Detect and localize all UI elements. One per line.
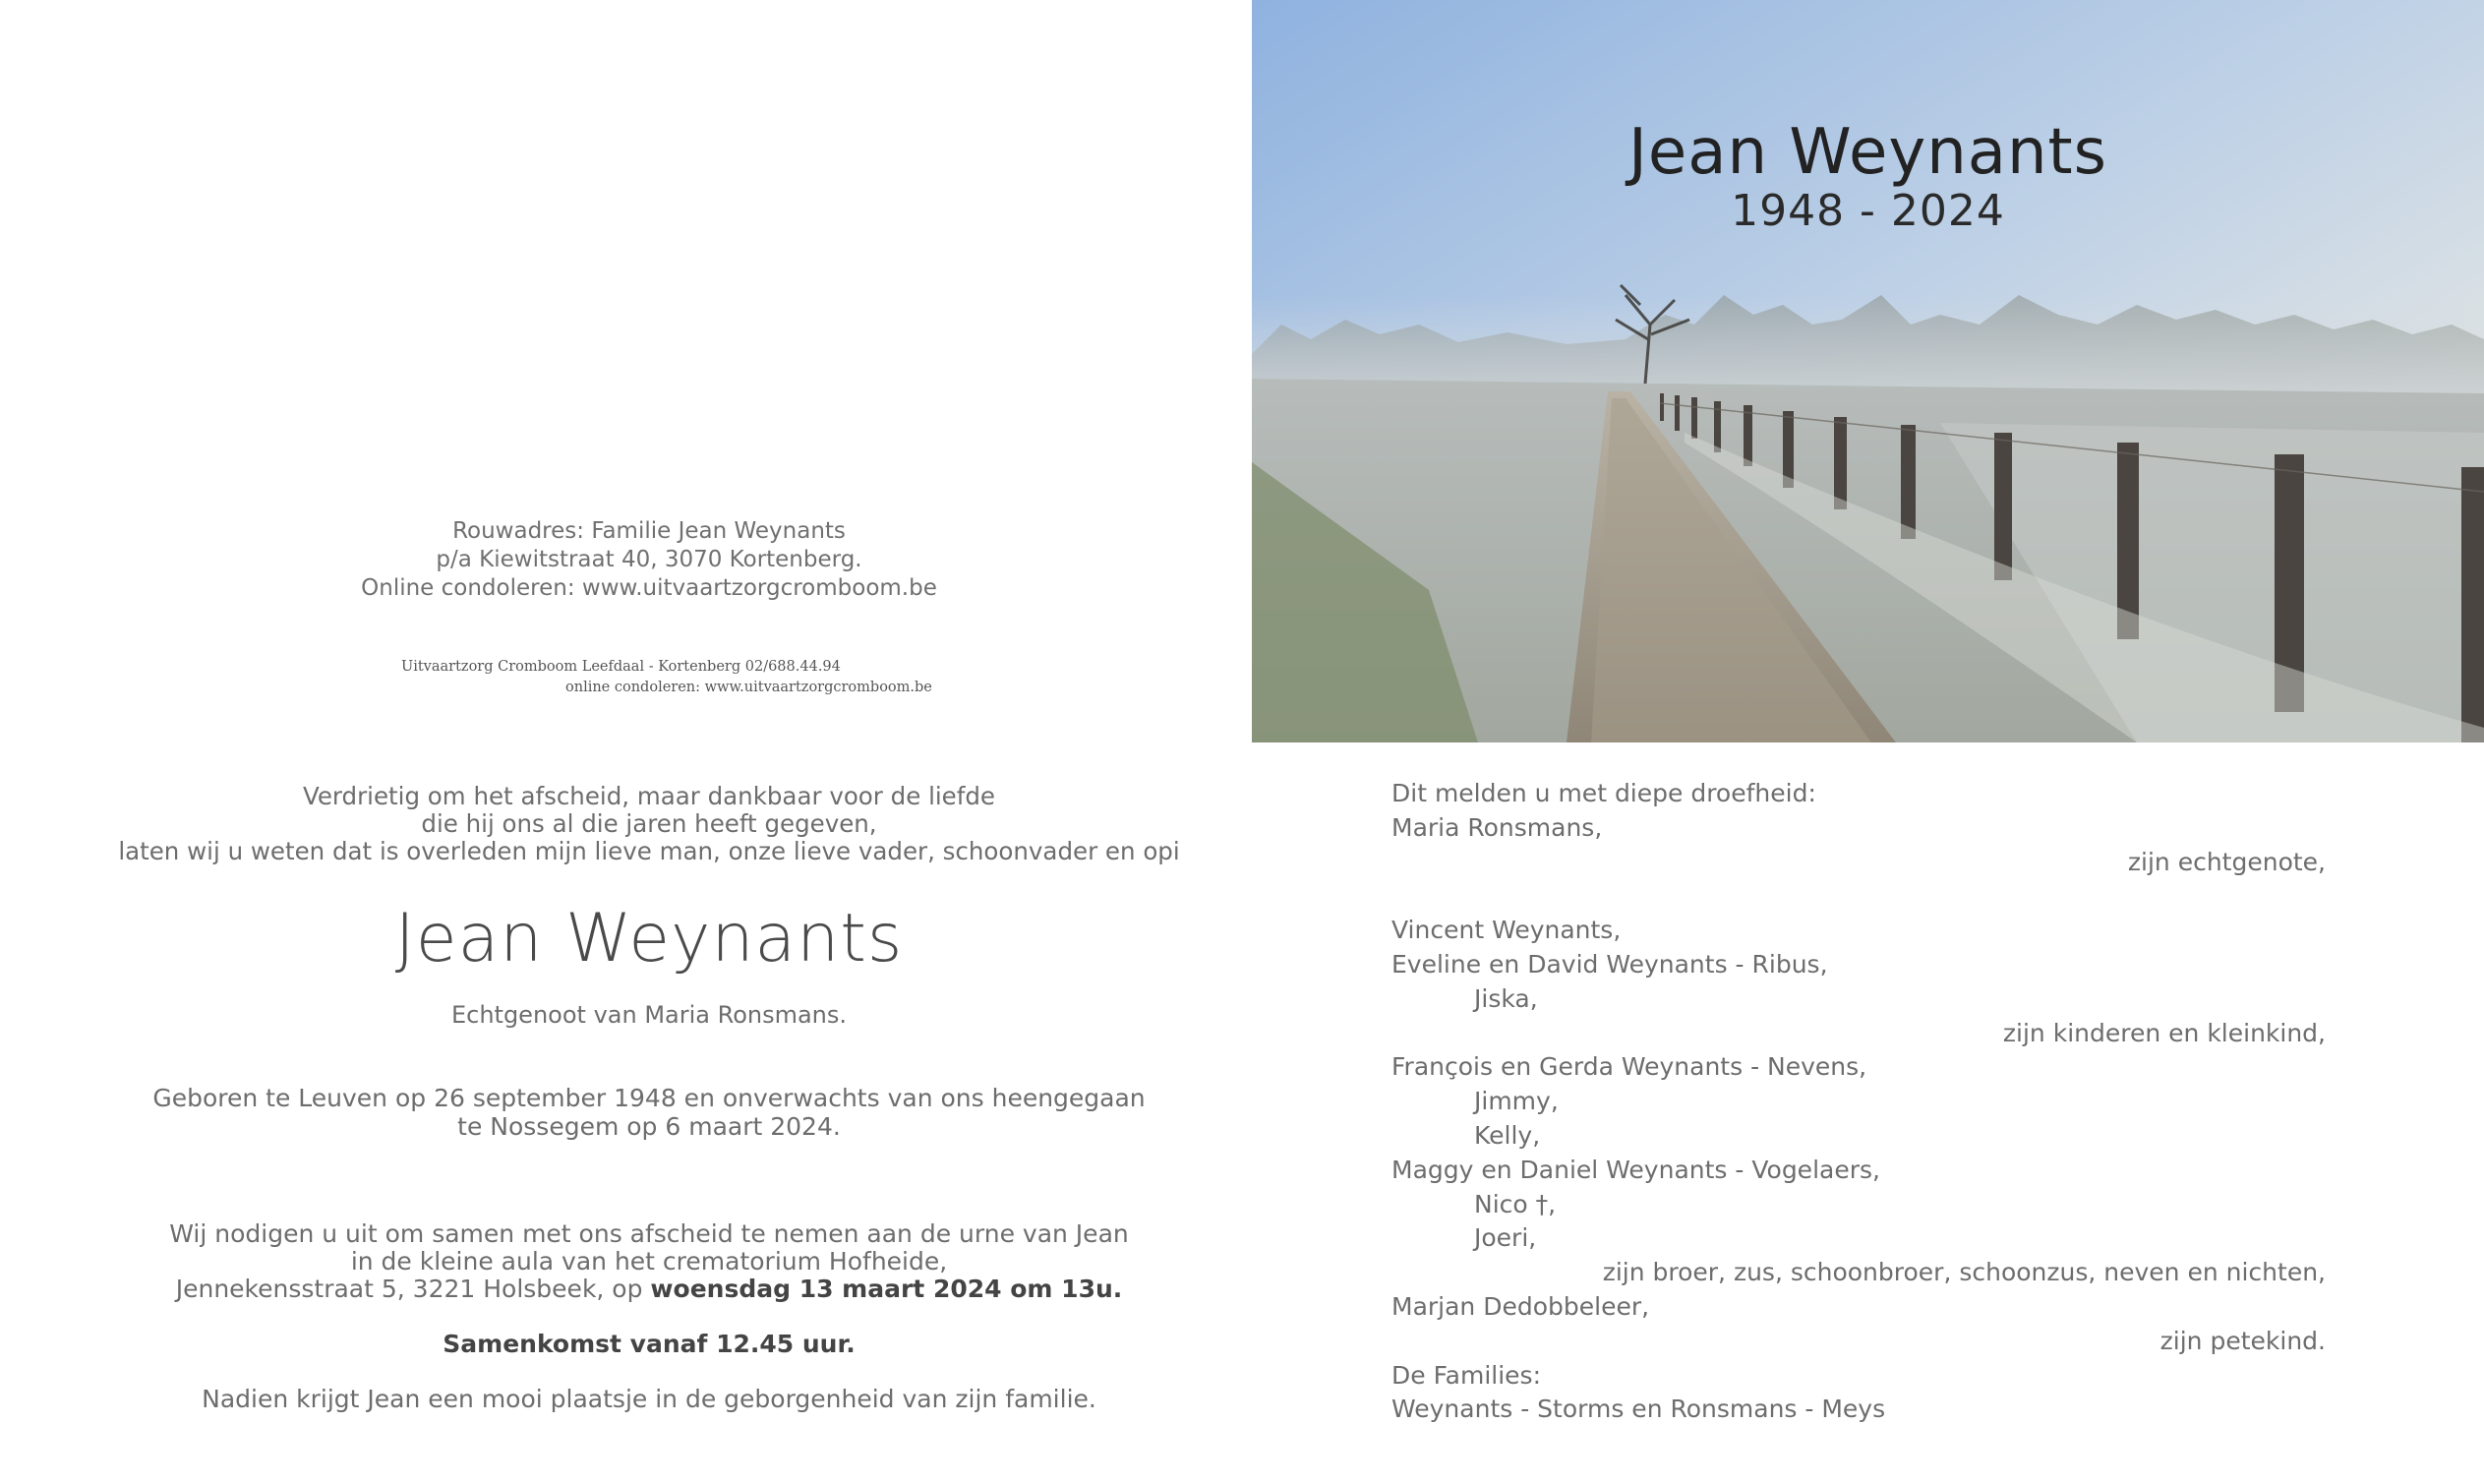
family-list xyxy=(1391,777,2326,1427)
intro-text xyxy=(0,783,1298,865)
children-role: zijn kinderen en kleinkind, xyxy=(2002,1018,2326,1047)
funeral-home-line-1: Uitvaartzorg Cromboom Leefdaal - Kortenberg 02/688.44.94 xyxy=(401,659,841,675)
invite-date-time: woensdag 13 maart 2024 om 13u. xyxy=(650,1275,1123,1303)
family-heading: Dit melden u met diepe droefheid: xyxy=(1391,779,1816,807)
godchild-role: zijn petekind. xyxy=(2159,1326,2326,1355)
born-line-2: te Nossegem op 6 maart 2024. xyxy=(457,1112,841,1141)
invite-line-2: in de kleine aula van het crematorium Hofheide, xyxy=(350,1247,948,1276)
spacer xyxy=(1391,879,2326,914)
landscape-photo xyxy=(1252,0,2484,742)
nephew-1: Jimmy, xyxy=(1474,1087,1559,1116)
sibling-1: François en Gerda Weynants - Nevens, xyxy=(1391,1052,1867,1082)
nephew-3: Nico †, xyxy=(1474,1189,1557,1218)
intro-line-2: die hij ons al die jaren heeft gegeven, xyxy=(421,809,877,838)
spouse-role: zijn echtgenote, xyxy=(2127,847,2326,876)
funeral-home-block xyxy=(401,657,932,698)
families-heading: De Families: xyxy=(1391,1360,1542,1390)
spouse-name: Maria Ronsmans, xyxy=(1391,812,1603,842)
grandchild-1: Jiska, xyxy=(1474,983,1538,1013)
closing-line: Nadien krijgt Jean een mooi plaatsje in de geborgenheid van zijn familie. xyxy=(202,1385,1096,1413)
spouse-line: Echtgenoot van Maria Ronsmans. xyxy=(450,1001,848,1029)
godchild: Marjan Dedobbeleer, xyxy=(1391,1291,1650,1321)
sibling-2: Maggy en Daniel Weynants - Vogelaers, xyxy=(1391,1155,1880,1184)
families-names: Weynants - Storms en Ronsmans - Meys xyxy=(1391,1395,1886,1424)
siblings-role: zijn broer, zus, schoonbroer, schoonzus, neven en nichten, xyxy=(1602,1258,2326,1287)
invite-line-1: Wij nodigen u uit om samen met ons afscheid te nemen aan de urne van Jean xyxy=(169,1219,1129,1248)
photo-years: 1948 - 2024 xyxy=(1731,186,2005,236)
child-2: Eveline en David Weynants - Ribus, xyxy=(1391,949,1828,979)
photo-name: Jean Weynants xyxy=(1628,116,2107,189)
gathering-line: Samenkomst vanaf 12.45 uur. xyxy=(443,1330,856,1358)
deceased-name: Jean Weynants xyxy=(394,900,904,978)
funeral-home-line-2: online condoleren: www.uitvaartzorgcromboom.be xyxy=(565,680,932,695)
child-1: Vincent Weynants, xyxy=(1391,916,1622,945)
address-block xyxy=(0,517,1298,603)
born-line-1: Geboren te Leuven op 26 september 1948 en onverwachts van ons heengegaan xyxy=(152,1084,1146,1112)
address-line-2: p/a Kiewitstraat 40, 3070 Kortenberg. xyxy=(436,547,862,572)
nephew-4: Joeri, xyxy=(1474,1223,1537,1253)
intro-line-3: laten wij u weten dat is overleden mijn lieve man, onze lieve vader, schoonvader en opi xyxy=(118,837,1180,865)
address-line-3: Online condoleren: www.uitvaartzorgcromboom.be xyxy=(361,575,937,601)
intro-line-1: Verdrietig om het afscheid, maar dankbaar voor de liefde xyxy=(302,782,996,810)
birth-death-text xyxy=(0,1084,1298,1141)
nephew-2: Kelly, xyxy=(1474,1120,1541,1150)
invitation-text xyxy=(0,1220,1298,1303)
address-line-1: Rouwadres: Familie Jean Weynants xyxy=(452,518,846,544)
invite-line-3-plain: Jennekensstraat 5, 3221 Holsbeek, op xyxy=(175,1275,651,1303)
invite-line-3 xyxy=(0,1276,1298,1303)
